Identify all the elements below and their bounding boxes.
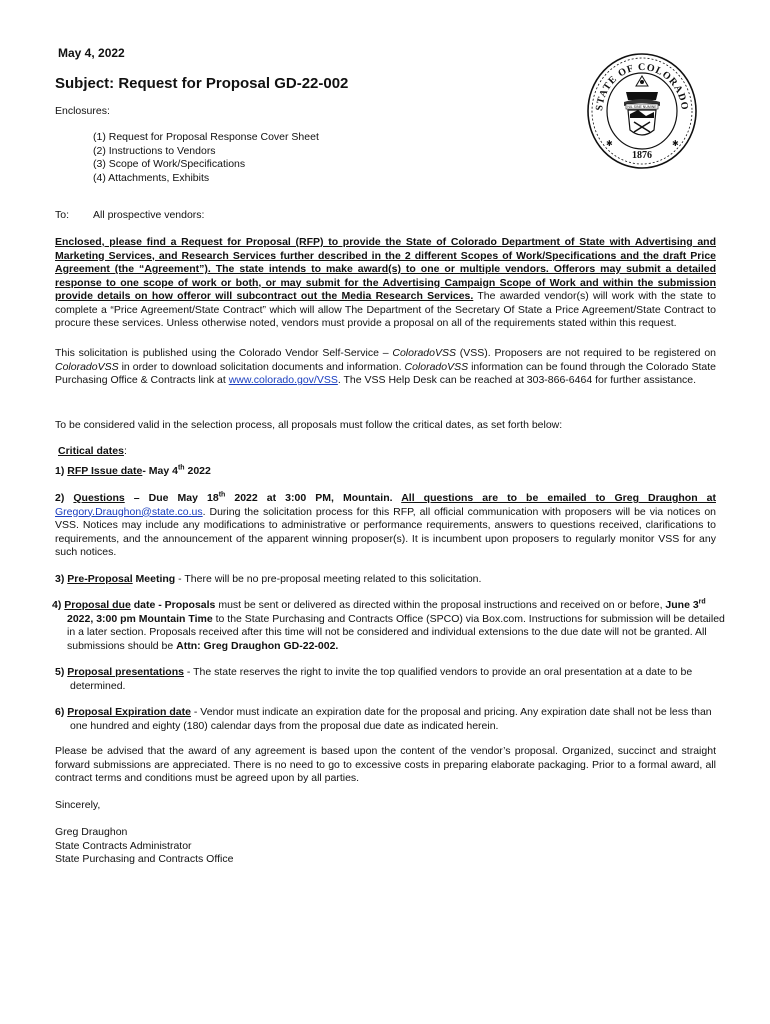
vss-link[interactable]: www.colorado.gov/VSS	[228, 374, 338, 386]
item-text: - There will be no pre-proposal meeting related to this solicitation.	[175, 573, 482, 585]
vss-text: information can be found through the Colorado State Purchasing Office & Contracts link at	[55, 360, 716, 386]
closing: Sincerely,	[55, 799, 101, 811]
vss-name: ColoradoVSS	[404, 360, 469, 373]
item-text: Attn: Greg Draughon GD-22-002.	[176, 639, 339, 652]
date-item-3	[55, 573, 716, 587]
date-item-4	[52, 599, 731, 653]
item-text: to the State Purchasing and Contracts Office (SPCO) via Box.com. Instructions for submission will be detailed in a later section. Proposals received after this time will not be considered and individual extensions to the due date will not be granted. All submissions should be	[67, 612, 725, 652]
enclosure-item: (2) Instructions to Vendors	[93, 144, 216, 157]
vss-name: ColoradoVSS	[392, 347, 456, 359]
item-sup: th	[177, 464, 185, 472]
item-number: 5)	[55, 666, 68, 678]
enclosures-label: Enclosures:	[55, 105, 110, 117]
item-text: - The state reserves the right to invite the top qualified vendors to provide an oral presentation at a date to be determined.	[70, 666, 693, 692]
seal-motto: NIL SINE NUMINE	[627, 105, 657, 109]
svg-text:✱: ✱	[606, 139, 613, 148]
critical-dates-colon: :	[123, 445, 127, 457]
item-title: Questions	[73, 492, 125, 504]
intro-paragraph	[55, 236, 716, 331]
signature-block	[55, 826, 233, 867]
critical-dates-label: Critical dates	[58, 445, 124, 457]
item-number: 1)	[55, 465, 68, 477]
item-sup: th	[218, 491, 226, 499]
item-text: - Vendor must indicate an expiration date for the proposal and pricing. Any expiration date shall not be less than one hundred and eighty (180) calendar days from the proposal due date as indicated herein.	[70, 706, 712, 732]
item-title: Pre-Proposal	[67, 573, 133, 585]
signer-title: State Contracts Administrator	[55, 839, 192, 852]
intro-rest: The awarded vendor(s) will work with the state to complete a “Price Agreement/State Contract” which will allow The Department of the Secretary Of State a Price Agreement/State Contract to procure these services. Unless otherwise noted, vendors must provide a proposal on all of the requirements stated within this request.	[55, 290, 716, 329]
item-sup: rd	[698, 598, 706, 606]
to-recipients: All prospective vendors:	[93, 209, 205, 221]
item-text: June 3	[665, 599, 699, 611]
enclosure-item: (3) Scope of Work/Specifications	[93, 158, 246, 170]
valid-paragraph: To be considered valid in the selection process, all proposals must follow the critical dates, as set forth below:	[55, 419, 563, 431]
date-item-6	[55, 706, 731, 733]
signer-name: Greg Draughon	[55, 826, 128, 838]
vss-text: (VSS). Proposers are not required to be registered on	[455, 347, 716, 359]
seal-text-bottom: 1876	[632, 150, 652, 161]
vss-paragraph	[55, 347, 716, 388]
vss-text: . The VSS Help Desk can be reached at 303-866-6464 for further assistance.	[337, 374, 697, 386]
intro-emphasis: Enclosed, please find a Request for Proposal (RFP) to provide the State of Colorado Department of State with Advertising and Marketing Services, and Research Services further described in the 2 different Scopes of Work/Specifications and the draft Price Agreement (the “Agreement”). The state intends to make award(s) to one or multiple vendors. Offerors may submit a detailed response to one scope of work or both, or may submit for the Advertising Campaign Scope of Work and within the submission provide details on how offeror will subcontract out the Media Research Services.	[55, 236, 716, 302]
enclosure-item: (4) Attachments, Exhibits	[93, 171, 210, 184]
item-text: - May 4	[142, 465, 178, 477]
item-text: 2022	[184, 465, 211, 477]
item-title: Meeting	[132, 573, 176, 585]
signer-office: State Purchasing and Contracts Office	[55, 853, 234, 865]
enclosure-item: (1) Request for Proposal Response Cover Sheet	[93, 131, 319, 143]
date-item-1	[55, 465, 716, 479]
item-title: Proposal due	[64, 599, 131, 611]
vss-name: ColoradoVSS	[55, 360, 119, 373]
advised-paragraph: Please be advised that the award of any agreement is based upon the content of the vendor’s proposal. Organized, succinct and straight forward submissions are appreciated. There is no need to go to excessive costs in preparing elaborate packaging. Prior to a formal award, all contract terms and conditions must be agreed upon by all parties.	[55, 745, 716, 784]
email-link[interactable]: Gregory.Draughon@state.co.us	[55, 505, 203, 518]
seal-text-top: STATE OF COLORADO	[594, 61, 691, 112]
date-item-2	[55, 492, 716, 560]
item-text: 2022 at 3:00 PM, Mountain.	[225, 492, 402, 504]
item-text: must be sent or delivered as directed within the proposal instructions and received on or before,	[215, 599, 666, 611]
item-text: – Due May 18	[124, 492, 219, 504]
item-text: All questions are to be emailed to Greg Draughon at	[401, 492, 716, 504]
enclosures-list	[93, 131, 319, 185]
item-title: Proposal presentations	[67, 666, 184, 678]
date-item-5	[55, 666, 731, 693]
item-number: 3)	[55, 573, 68, 585]
item-number: 6)	[55, 706, 68, 718]
vss-text: This solicitation is published using the Colorado Vendor Self-Service –	[55, 347, 393, 359]
svg-text:✱: ✱	[672, 139, 679, 148]
item-text: . During the solicitation process for this RFP, all official communication with proposers will be via notices on VSS. Notices may include any modifications to administrative or performance requirements, answers to questions received, clarifications to requirements, and the announcement of the apparent winning proposer(s). It is incumbent upon proposers to regularly monitor VSS for any such notices.	[55, 505, 716, 558]
item-text: - Proposals	[155, 599, 216, 611]
letter-date: May 4, 2022	[58, 46, 125, 60]
item-text: 2022, 3:00 pm Mountain Time	[67, 612, 213, 625]
item-number: 2)	[55, 492, 74, 504]
critical-dates-heading	[58, 445, 719, 459]
state-seal-icon	[586, 52, 698, 170]
item-title: date	[130, 599, 156, 611]
item-title: Proposal Expiration date	[67, 706, 191, 718]
to-label: To:	[55, 209, 70, 221]
item-number: 4)	[52, 599, 65, 611]
vss-text: in order to download solicitation documents and information.	[118, 360, 405, 373]
letter-subject: Subject: Request for Proposal GD-22-002	[55, 75, 349, 92]
item-title: RFP Issue date	[67, 465, 143, 477]
